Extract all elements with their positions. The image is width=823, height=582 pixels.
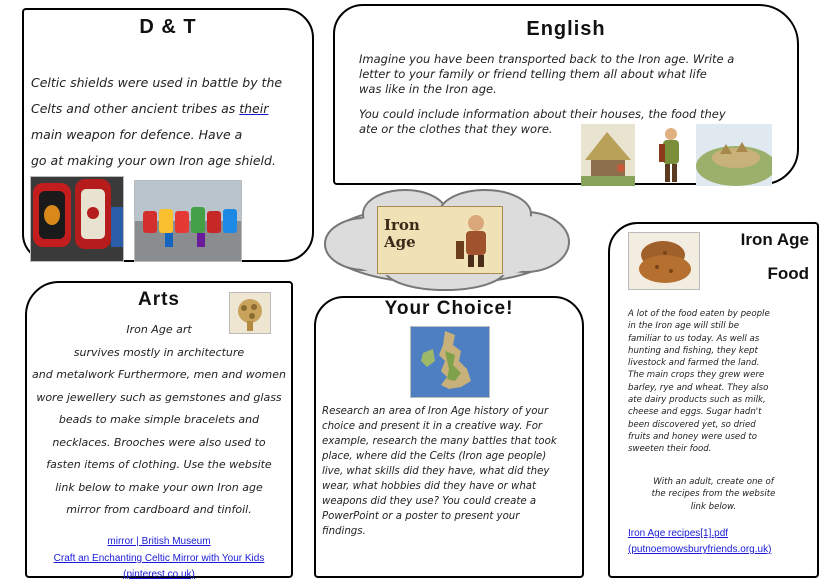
your-choice-panel	[314, 296, 584, 578]
choice-line: weapons did they use? You could create a	[322, 496, 537, 507]
choice-line: Research an area of Iron Age history of your	[322, 406, 549, 417]
recipes-link[interactable]: Iron Age recipes[1].pdf (putnoemowsburyfriends.org.uk)	[628, 528, 772, 555]
food-line: hunting and fishing, they kept	[628, 345, 758, 356]
choice-line: findings.	[322, 526, 366, 537]
food-title-2: Food	[767, 264, 809, 283]
food-line: sweeten their food.	[628, 444, 712, 455]
shields-photo-2	[134, 180, 242, 262]
arts-line: Iron Age art	[126, 323, 192, 336]
pinterest-link[interactable]: Craft an Enchanting Celtic Mirror with Your Kids (pinterest.co.uk)	[53, 553, 265, 580]
english-line-2: letter to your family or friend telling them all about what life	[359, 67, 707, 81]
dt-title: D & T	[139, 16, 197, 38]
food-line: livestock and farmed the land.	[628, 358, 760, 369]
food-line: in the Iron age will still be	[628, 321, 740, 332]
arts-line: necklaces. Brooches were also used to	[52, 435, 266, 449]
recipes-link-wrap	[628, 524, 771, 556]
iron-age-house-image	[581, 124, 635, 186]
food-line: ate dairy products such as milk,	[628, 395, 766, 406]
arts-line: mirror from cardboard and tinfoil.	[66, 503, 252, 516]
choice-line: PowerPoint or a poster to present your	[322, 511, 520, 522]
choice-line: live, what skills did they have, what did they	[322, 466, 550, 477]
your-choice-title: Your Choice!	[384, 298, 514, 319]
english-line-4: You could include information about their houses, the food they	[359, 107, 726, 121]
english-panel	[333, 4, 799, 185]
arts-line: fasten items of clothing. Use the website	[46, 458, 272, 471]
food-line: A lot of the food eaten by people	[628, 309, 770, 319]
english-title: English	[526, 18, 606, 40]
arts-panel	[25, 281, 293, 578]
food-line: familiar to us today. As well as	[628, 333, 760, 344]
arts-line: wore jewellery such as gemstones and glass	[36, 390, 282, 404]
iron-age-badge-text: Iron Age	[384, 216, 420, 251]
britain-map-image	[410, 326, 490, 398]
english-line-3: was like in the Iron age.	[359, 82, 497, 96]
arts-title: Arts	[137, 289, 180, 310]
english-line-1: Imagine you have been transported back to the Iron age. Write a	[359, 52, 735, 66]
iron-age-badge	[377, 206, 503, 274]
dt-panel	[22, 8, 314, 262]
food-line: barley, rye and wheat. They also	[628, 382, 769, 393]
center-cloud	[305, 186, 585, 294]
choice-line: place, where did the Celts (Iron age people)	[322, 451, 547, 462]
english-line-5: ate or the clothes that they wore.	[359, 122, 553, 136]
british-museum-link[interactable]: mirror | British Museum	[107, 536, 211, 547]
shields-photo-1	[30, 176, 124, 262]
dt-line-2: Celts and other ancient tribes as their	[31, 101, 269, 116]
choice-line: example, research the many battles that took	[322, 436, 557, 447]
your-choice-text	[322, 404, 557, 539]
food-line: fruits and honey were used to	[628, 431, 758, 442]
oatcakes-image	[628, 232, 700, 290]
food-adult-text: With an adult, create one of the recipes from the website link below.	[651, 477, 776, 512]
choice-line: choice and present it in a creative way. For	[322, 421, 543, 432]
arts-line: survives mostly in architecture	[73, 345, 245, 359]
dt-line-4: go at making your own Iron age shield.	[31, 153, 276, 168]
dt-text	[31, 70, 282, 174]
arts-line: and metalwork Furthermore, men and women	[32, 368, 286, 381]
dt-line-1: Celtic shields were used in battle by the	[31, 75, 283, 90]
food-panel	[608, 222, 819, 578]
food-line: cheese and eggs. Sugar hadn't	[628, 407, 762, 418]
iron-age-warrior-image	[655, 124, 687, 186]
pinterest-link-wrap	[27, 549, 291, 581]
food-title-1: Iron Age	[740, 230, 809, 249]
hillfort-image	[696, 124, 772, 186]
food-line: The main crops they grew were	[628, 370, 765, 381]
arts-text	[27, 319, 291, 522]
arts-line: link below to make your own Iron age	[55, 480, 263, 494]
arts-links	[27, 529, 291, 548]
choice-line: wear, what hobbies did they have or what	[322, 481, 537, 492]
food-text	[628, 308, 770, 456]
arts-line: beads to make simple bracelets and	[58, 413, 260, 426]
dt-line-3: main weapon for defence. Have a	[31, 127, 243, 142]
food-line: been discovered yet, so dried	[628, 419, 756, 430]
